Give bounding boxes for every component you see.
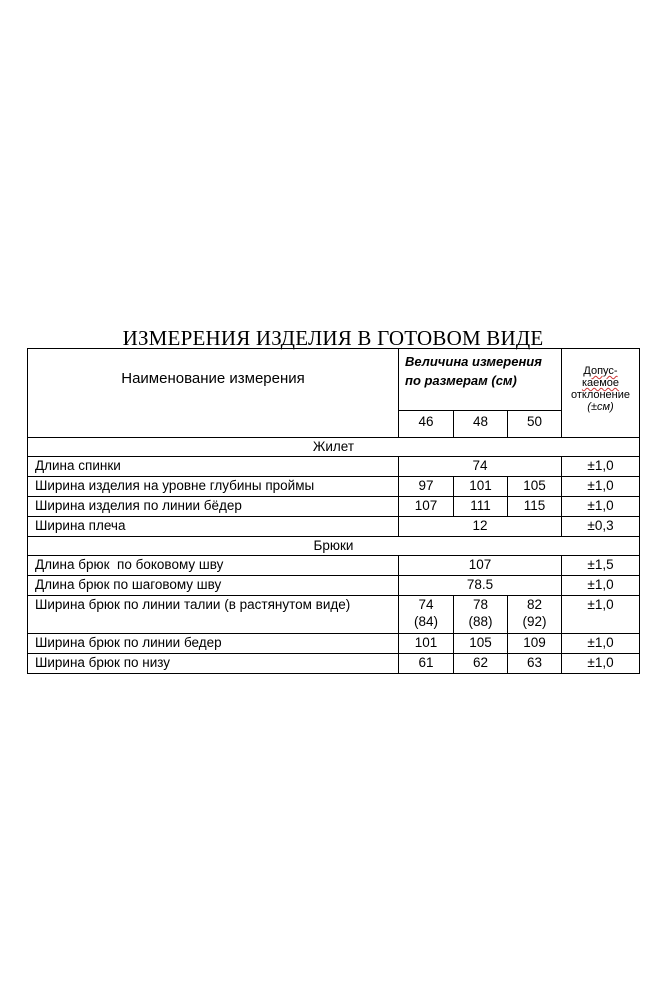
measurement-name: Ширина брюк по линии талии (в растянутом виде)	[28, 596, 399, 634]
measurement-value: 62	[454, 654, 508, 674]
tolerance-value: ±1,0	[562, 576, 640, 596]
measurement-value: 105	[508, 477, 562, 497]
measurement-name: Ширина брюк по низу	[28, 654, 399, 674]
table-row	[28, 556, 640, 576]
header-size-label: Величина измерения по размерам (см)	[405, 354, 542, 388]
tolerance-value: ±1,0	[562, 497, 640, 517]
tolerance-value: ±0,3	[562, 517, 640, 537]
measurement-value-stretched: (84)	[413, 614, 438, 629]
measurement-name: Ширина брюк по линии бедер	[28, 634, 399, 654]
measurements-table	[27, 348, 640, 674]
measurement-value: 101	[399, 634, 454, 654]
header-name-cell	[28, 349, 399, 438]
measurement-value: 101	[454, 477, 508, 497]
measurement-name: Длина брюк по шаговому шву	[28, 576, 399, 596]
measurement-value: 109	[508, 634, 562, 654]
tolerance-value: ±1,0	[562, 457, 640, 477]
header-tolerance-cell	[562, 349, 640, 438]
measurement-value: 74	[418, 597, 434, 612]
measurement-value: 105	[454, 634, 508, 654]
table-row	[28, 457, 640, 477]
tolerance-value: ±1,0	[562, 634, 640, 654]
table-row	[28, 477, 640, 497]
measurement-value-stretched: (88)	[468, 614, 493, 629]
table-row	[28, 576, 640, 596]
measurement-value: 97	[399, 477, 454, 497]
measurement-name: Длина брюк по боковому шву	[28, 556, 399, 576]
header-row	[28, 349, 640, 411]
table-row	[28, 497, 640, 517]
measurement-value-cell	[399, 596, 454, 634]
measurement-value: 78	[472, 597, 489, 612]
measurement-value: 12	[399, 517, 562, 537]
measurement-value: 63	[508, 654, 562, 674]
measurement-name: Ширина изделия на уровне глубины проймы	[28, 477, 399, 497]
measurement-value-stretched: (92)	[522, 614, 547, 629]
document-title: ИЗМЕРЕНИЯ ИЗДЕЛИЯ В ГОТОВОМ ВИДЕ	[122, 326, 544, 350]
section-title: Жилет	[28, 438, 640, 457]
measurement-name: Ширина изделия по линии бёдер	[28, 497, 399, 517]
tolerance-label-line3: отклонение	[570, 389, 631, 401]
measurement-value: 107	[399, 556, 562, 576]
tolerance-value: ±1,0	[562, 596, 640, 634]
header-size-cell	[399, 349, 562, 411]
measurement-value: 74	[399, 457, 562, 477]
measurement-value: 82	[526, 597, 543, 612]
tolerance-label-line1: Допус-	[583, 365, 618, 377]
tolerance-value: ±1,0	[562, 654, 640, 674]
table-row	[28, 596, 640, 634]
measurement-value: 61	[399, 654, 454, 674]
tolerance-label-line4: (±см)	[587, 401, 614, 413]
section-row	[28, 537, 640, 556]
table-row	[28, 517, 640, 537]
section-title: Брюки	[28, 537, 640, 556]
tolerance-value: ±1,5	[562, 556, 640, 576]
size-48-header: 48	[454, 411, 508, 438]
measurement-name: Длина спинки	[28, 457, 399, 477]
section-row	[28, 438, 640, 457]
tolerance-value: ±1,0	[562, 477, 640, 497]
size-50-header: 50	[508, 411, 562, 438]
measurement-value: 107	[399, 497, 454, 517]
size-46-header: 46	[399, 411, 454, 438]
table-row	[28, 634, 640, 654]
tolerance-label-line2: каемое	[581, 377, 620, 389]
header-name-label: Наименование измерения	[121, 370, 305, 387]
measurement-value: 115	[508, 497, 562, 517]
measurement-value-cell	[454, 596, 508, 634]
measurement-value-cell	[508, 596, 562, 634]
measurement-value: 78.5	[399, 576, 562, 596]
measurement-value: 111	[454, 497, 508, 517]
table-row	[28, 654, 640, 674]
measurement-name: Ширина плеча	[28, 517, 399, 537]
